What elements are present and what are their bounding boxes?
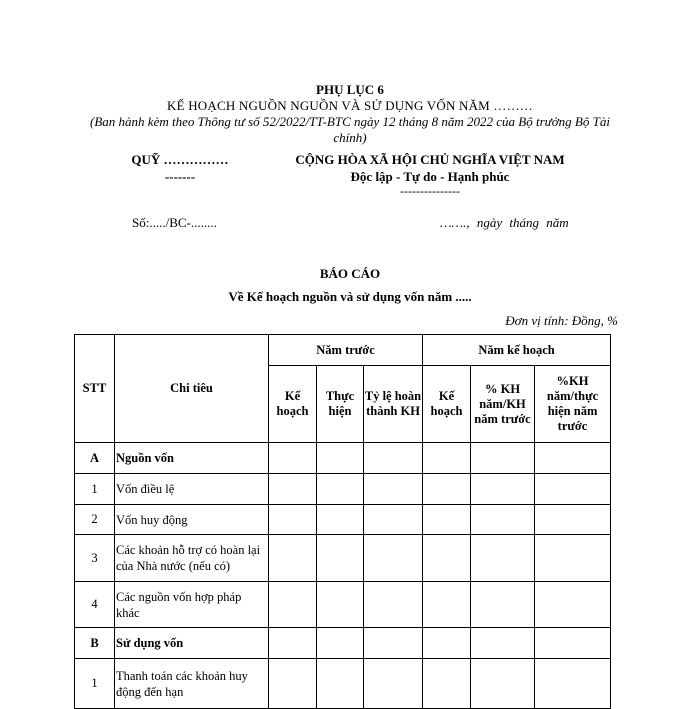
table-cell [423,628,471,659]
table-cell [535,628,611,659]
fund-dashes: ------- [164,169,196,184]
row-item: Các khoản hỗ trợ có hoàn lại của Nhà nước (nếu có) [115,535,269,582]
row-item: Sử dụng vốn [115,628,269,659]
table-cell [317,628,364,659]
table-cell [535,582,611,628]
header-plan-vs-prev-actual: %KH năm/thực hiện năm trước [535,366,611,443]
table-cell [423,659,471,709]
table-cell [471,582,535,628]
capital-plan-table [74,334,611,709]
table-cell [471,628,535,659]
appendix-title: PHỤ LỤC 6 [316,82,384,97]
row-stt: 2 [75,505,115,535]
fund-name: QUỸ …………… [131,152,229,167]
table-cell [423,505,471,535]
table-cell [471,443,535,474]
table-cell [317,505,364,535]
plan-title: KẾ HOẠCH NGUỒN NGUỒN VÀ SỬ DỤNG VỐN NĂM ……… [167,98,533,113]
table-cell [364,535,423,582]
table-cell [269,582,317,628]
table-cell [364,474,423,505]
header-plan-vs-prev-plan: % KH năm/KH năm trước [471,366,535,443]
table-cell [364,505,423,535]
header-prev-ratio: Tỷ lệ hoàn thành KH [364,366,423,443]
table-cell [535,443,611,474]
table-cell [364,582,423,628]
national-title: CỘNG HÒA XÃ HỘI CHỦ NGHĨA VIỆT NAM [295,152,565,167]
header-prev-plan: Kế hoạch [269,366,317,443]
table-cell [364,628,423,659]
table-cell [423,582,471,628]
table-cell [269,659,317,709]
row-stt: 1 [75,659,115,709]
table-cell [423,535,471,582]
table-cell [364,443,423,474]
table-cell [317,659,364,709]
table-cell [269,474,317,505]
row-item: Vốn huy động [115,505,269,535]
table-cell [535,505,611,535]
motto-underline: --------------- [400,184,460,198]
row-item: Thanh toán các khoản huy động đến hạn [115,659,269,709]
table-cell [364,659,423,709]
header-prev-year: Năm trước [269,335,423,366]
table-row [75,474,611,505]
row-stt: A [75,443,115,474]
table-row [75,535,611,582]
table-cell [535,474,611,505]
table-cell [471,474,535,505]
row-item: Vốn điều lệ [115,474,269,505]
row-item: Các nguồn vốn hợp pháp khác [115,582,269,628]
table-cell [269,535,317,582]
table-row [75,659,611,709]
table-row [75,628,611,659]
table-cell [471,535,535,582]
row-stt: B [75,628,115,659]
national-motto: Độc lập - Tự do - Hạnh phúc [350,169,510,184]
header-stt: STT [75,335,115,443]
header-plan-plan: Kế hoạch [423,366,471,443]
issued-note: (Ban hành kèm theo Thông tư số 52/2022/TT-BTC ngày 12 tháng 8 năm 2022 của Bộ trưởng Bộ Tài chính) [90,114,610,145]
table-cell [317,582,364,628]
table-cell [269,505,317,535]
table-cell [423,443,471,474]
table-cell [317,474,364,505]
report-title: BÁO CÁO [319,266,381,281]
row-stt: 4 [75,582,115,628]
table-cell [535,659,611,709]
report-subject: Về Kế hoạch nguồn và sử dụng vốn năm ..... [228,289,472,304]
place-date: ……., ngày tháng năm [440,215,569,230]
table-cell [269,443,317,474]
header-plan-year: Năm kế hoạch [423,335,611,366]
table-cell [317,443,364,474]
unit-note: Đơn vị tính: Đồng, % [505,313,618,328]
table-cell [471,659,535,709]
document-number: Số:...../BC-........ [132,215,217,230]
header-item: Chi tiêu [115,335,269,443]
table-cell [535,535,611,582]
table-cell [423,474,471,505]
row-stt: 3 [75,535,115,582]
header-prev-actual: Thực hiện [317,366,364,443]
row-stt: 1 [75,474,115,505]
table-cell [471,505,535,535]
table-cell [269,628,317,659]
table-row [75,443,611,474]
row-item: Nguồn vốn [115,443,269,474]
table-cell [317,535,364,582]
table-row [75,582,611,628]
table-row [75,505,611,535]
